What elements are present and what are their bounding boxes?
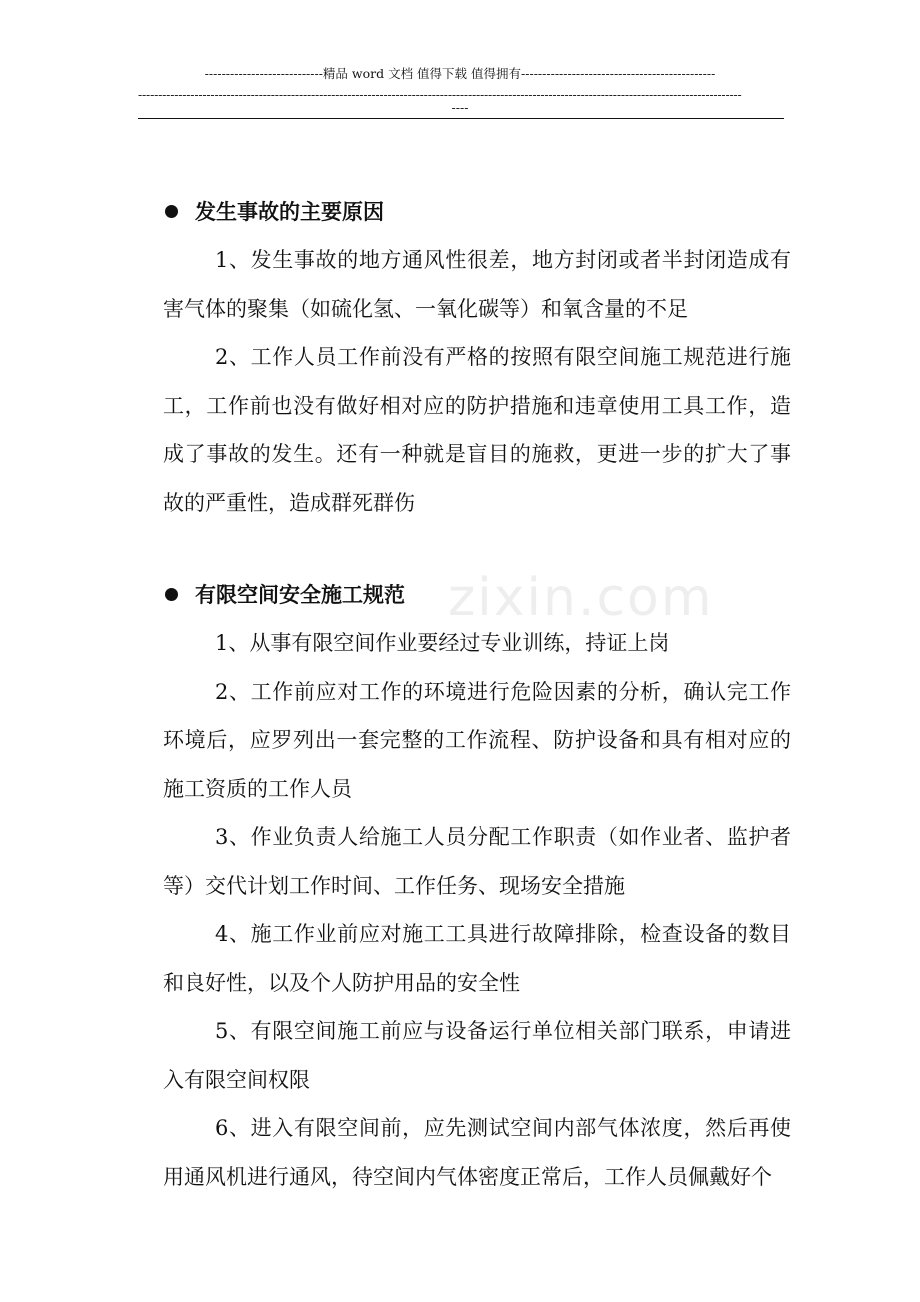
section-heading [163, 571, 791, 619]
document-body [163, 188, 791, 1201]
paragraph: 1、从事有限空间作业要经过专业训练，持证上岗 [215, 631, 670, 655]
paragraph: 5、有限空间施工前应与设备运行单位相关部门联系，申请进入有限空间权限 [163, 1019, 791, 1092]
section-heading-text: 有限空间安全施工规范 [195, 583, 405, 607]
bullet-icon [165, 588, 178, 601]
paragraph: 4、施工作业前应对施工工具进行故障排除，检查设备的数目和良好性，以及个人防护用品的安全性 [163, 922, 791, 995]
paragraph: 1、发生事故的地方通风性很差，地方封闭或者半封闭造成有害气体的聚集（如硫化氢、一氧化碳等）和氧含量的不足 [163, 248, 791, 321]
page-header-dash-tail: ---- [451, 100, 469, 115]
section-spacer [163, 527, 791, 571]
section-accident-causes [163, 188, 791, 527]
paragraph: 6、进入有限空间前，应先测试空间内部气体浓度，然后再使用通风机进行通风，待空间内气体密度正常后，工作人员佩戴好个 [163, 1116, 791, 1189]
paragraph: 2、工作人员工作前没有严格的按照有限空间施工规范进行施工，工作前也没有做好相对应的防护措施和违章使用工具工作，造成了事故的发生。还有一种就是盲目的施救，更进一步的扩大了事故的严重性，造成群死群伤 [163, 345, 791, 515]
section-heading-text: 发生事故的主要原因 [195, 200, 384, 224]
header-rule [138, 118, 784, 119]
paragraph: 3、作业负责人给施工人员分配工作职责（如作业者、监护者等）交代计划工作时间、工作任务、现场安全措施 [163, 825, 791, 898]
watermark: zixin.com [448, 568, 714, 628]
page-header-banner: ----------------------------精品 word 文档 值得下载 值得拥有---------------------------------------------- [204, 66, 716, 81]
section-heading [163, 188, 791, 236]
page-header-dash-line: ------------------------------------------------------------------------------------------------------------------------------------------------------ [138, 87, 742, 102]
bullet-icon [165, 205, 178, 218]
paragraph: 2、工作前应对工作的环境进行危险因素的分析，确认完工作环境后，应罗列出一套完整的工作流程、防护设备和具有相对应的施工资质的工作人员 [163, 679, 791, 801]
section-safety-rules [163, 571, 791, 1201]
